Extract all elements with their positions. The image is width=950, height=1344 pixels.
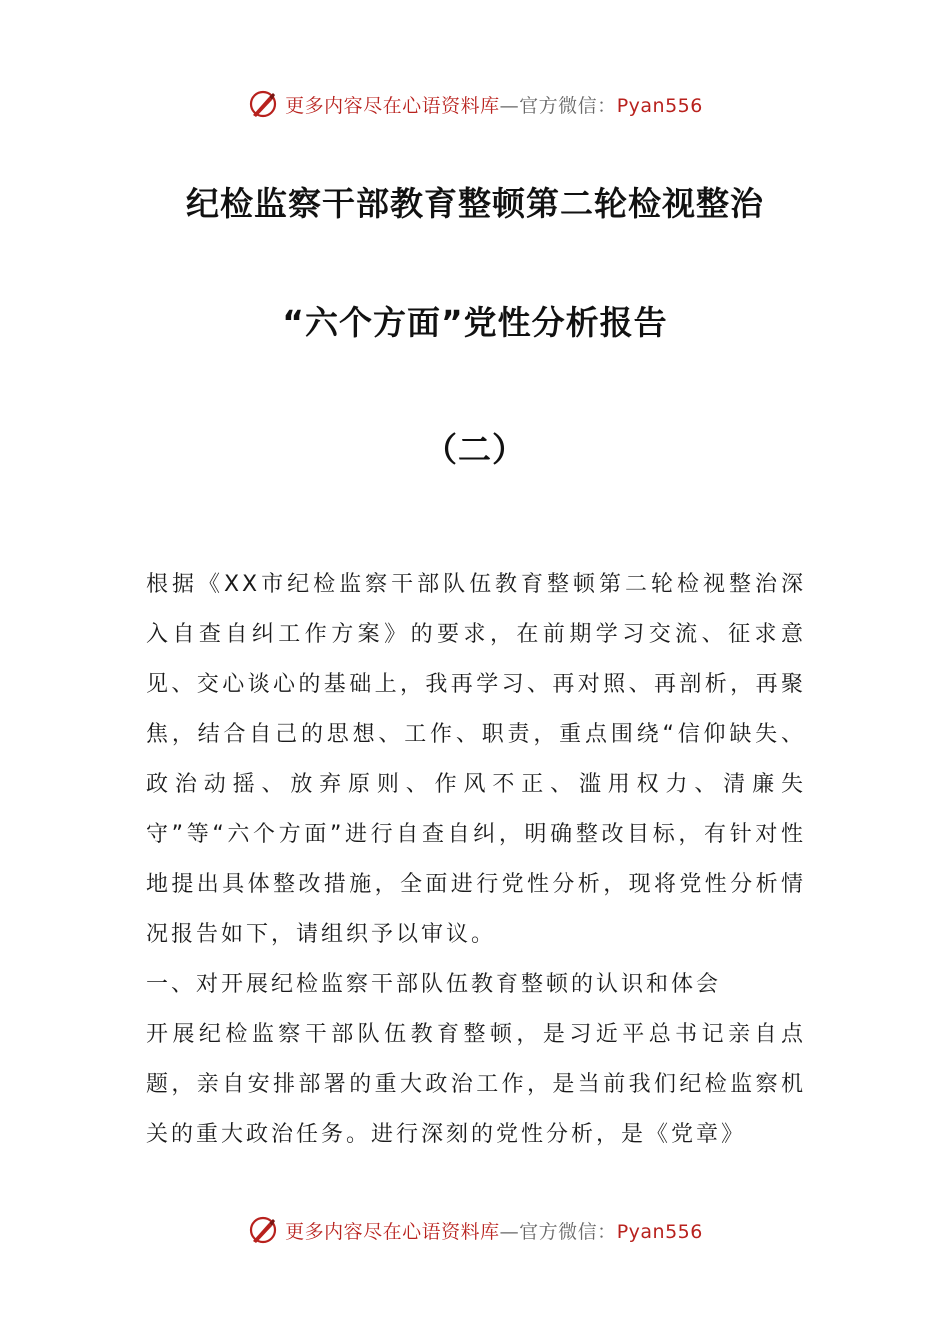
document-title-line-2: “六个方面”党性分析报告 xyxy=(282,303,668,342)
body-paragraph-intro: 根据《XX市纪检监察干部队伍教育整顿第二轮检视整治深入自查自纠工作方案》的要求，在前期学习交流、征求意见、交心谈心的基础上，我再学习、再对照、再剖析，再聚焦，结合自己的思想、工作、职责，重点围绕“信仰缺失、政治动摇、放弃原则、作风不正、滥用权力、清廉失守”等“六个方面”进行自查自纠，明确整改目标，有针对性地提出具体整改措施，全面进行党性分析，现将党性分析情况报告如下，请组织予以审议。 xyxy=(146,572,806,947)
pen-circle-logo-icon xyxy=(247,1214,279,1246)
document-title-line-1: 纪检监察干部教育整顿第二轮检视整治 xyxy=(186,184,764,223)
header-watermark xyxy=(0,84,950,124)
section-heading-1: 一、对开展纪检监察干部队伍教育整顿的认识和体会 xyxy=(146,972,722,997)
footer-watermark xyxy=(0,1210,950,1250)
body-paragraph-section-1: 开展纪检监察干部队伍教育整顿，是习近平总书记亲自点题，亲自安排部署的重大政治工作，是当前我们纪检监察机关的重大政治任务。进行深刻的党性分析，是《党章》 xyxy=(146,1022,806,1147)
watermark-text: 更多内容尽在心语资料库—官方微信：Pyan556 xyxy=(285,1220,703,1243)
document-title-part-number: （二） xyxy=(424,430,526,469)
pen-circle-logo-icon xyxy=(247,88,279,120)
document-body xyxy=(146,560,806,1160)
watermark-text: 更多内容尽在心语资料库—官方微信：Pyan556 xyxy=(285,94,703,117)
